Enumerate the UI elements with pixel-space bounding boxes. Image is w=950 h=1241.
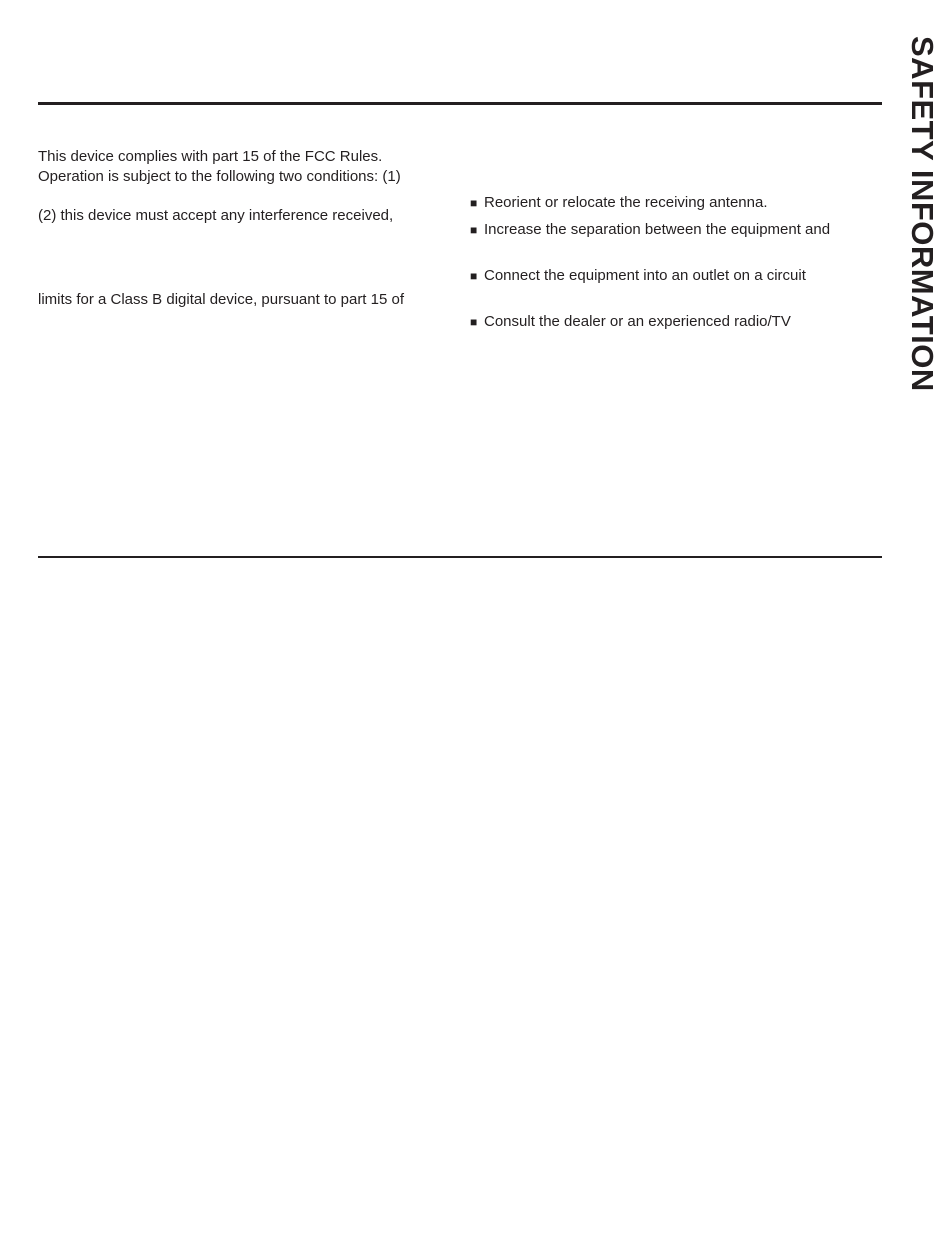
bullet-text: Increase the separation between the equipment and [484, 221, 831, 238]
bullet-text: Consult the dealer or an experienced radio/TV [484, 313, 791, 330]
bullet-square-icon: ■ [470, 315, 478, 329]
left-text-line-1: This device complies with part 15 of the FCC Rules. [38, 148, 383, 165]
section-side-title: SAFETY INFORMATION [905, 36, 940, 392]
bullet-item-2 [470, 221, 830, 239]
bullet-square-icon: ■ [470, 269, 478, 283]
top-divider [38, 102, 882, 105]
bullet-item-4 [470, 313, 791, 331]
bullet-item-3 [470, 267, 806, 285]
left-text-line-3: (2) this device must accept any interference received, [38, 207, 394, 224]
bullet-square-icon: ■ [470, 196, 478, 210]
bottom-divider [38, 556, 882, 558]
left-text-line-4: limits for a Class B digital device, pursuant to part 15 of [38, 291, 405, 308]
bullet-text: Reorient or relocate the receiving antenna. [484, 194, 768, 211]
left-text-line-2: Operation is subject to the following two conditions: (1) [38, 168, 401, 185]
bullet-square-icon: ■ [470, 223, 478, 237]
bullet-item-1 [470, 194, 768, 212]
bullet-text: Connect the equipment into an outlet on a circuit [484, 267, 806, 284]
